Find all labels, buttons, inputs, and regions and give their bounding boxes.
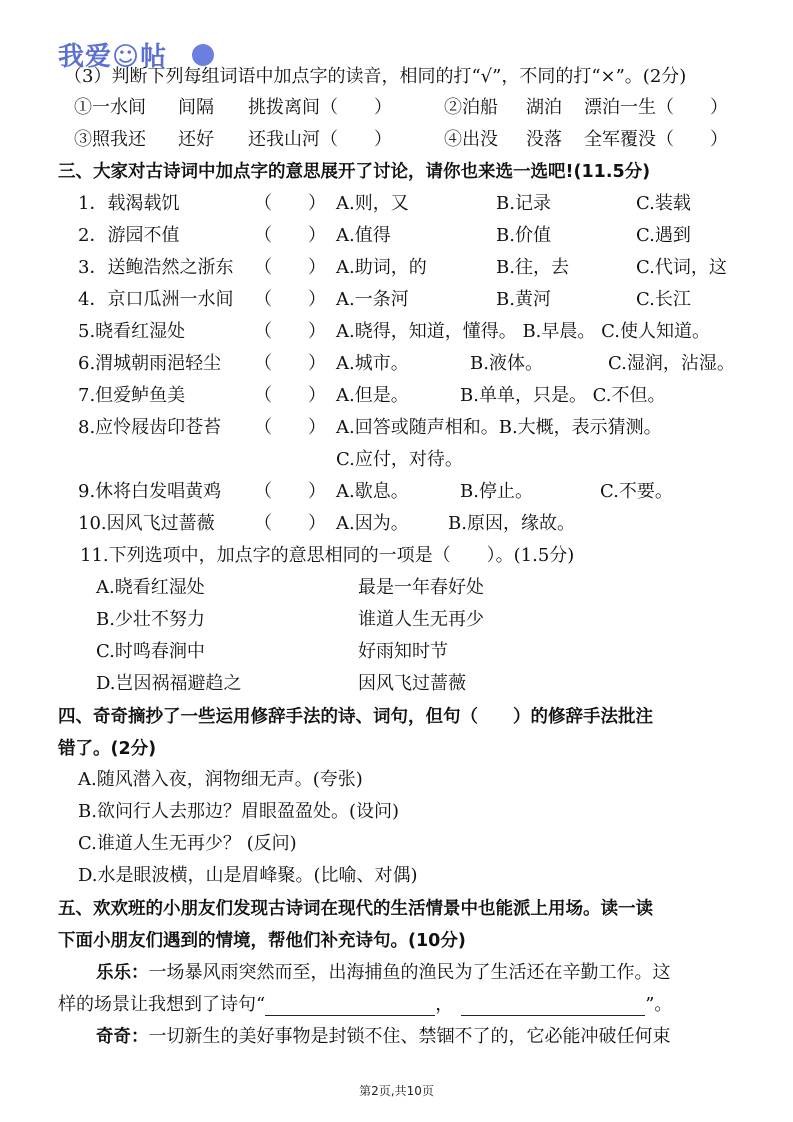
section4-title-line2: 错了。(2分) [58, 739, 157, 759]
section3-title: 三、大家对古诗词中加点字的意思展开了讨论，请你也来选一选吧!(11.5分) [58, 162, 651, 182]
section5-paragraph-1-cont: 样的场景让我想到了诗句“ ， ”。 [58, 994, 673, 1015]
section5-paragraph-2: 奇奇：一切新生的美好事物是封锁不住、禁锢不了的，它必能冲破任何束 [96, 1026, 671, 1047]
section5-title-line1: 五、欢欢班的小朋友们发现古诗词在现代的生活情景中也能派上用场。读一读 [58, 899, 653, 919]
logo-badge-icon [192, 44, 214, 66]
section4-title-line1: 四、奇奇摘抄了一些运用修辞手法的诗、词句，但句（ ）的修辞手法批注 [58, 707, 653, 727]
q3-instruction: （3）判断下列每组词语中加点字的读音，相同的打“√”，不同的打“×”。(2分) [64, 66, 687, 87]
section5-paragraph-1: 乐乐：一场暴风雨突然而至，出海捕鱼的渔民为了生活还在辛勤工作。这 [96, 962, 671, 983]
speaker-qiqi: 奇奇： [96, 1027, 149, 1047]
section5-title-line2: 下面小朋友们遇到的情境，帮他们补充诗句。(10分) [58, 931, 466, 951]
answer-blank-2[interactable] [461, 997, 645, 1016]
answer-blank-1[interactable] [265, 997, 435, 1016]
page-footer: 第2页,共10页 [359, 1084, 434, 1098]
logo-text: 我爱☺帖 [58, 42, 168, 72]
q11-question: 11.下列选项中，加点字的意思相同的一项是（ ）。(1.5分) [80, 545, 575, 566]
speaker-lele: 乐乐： [96, 963, 149, 983]
